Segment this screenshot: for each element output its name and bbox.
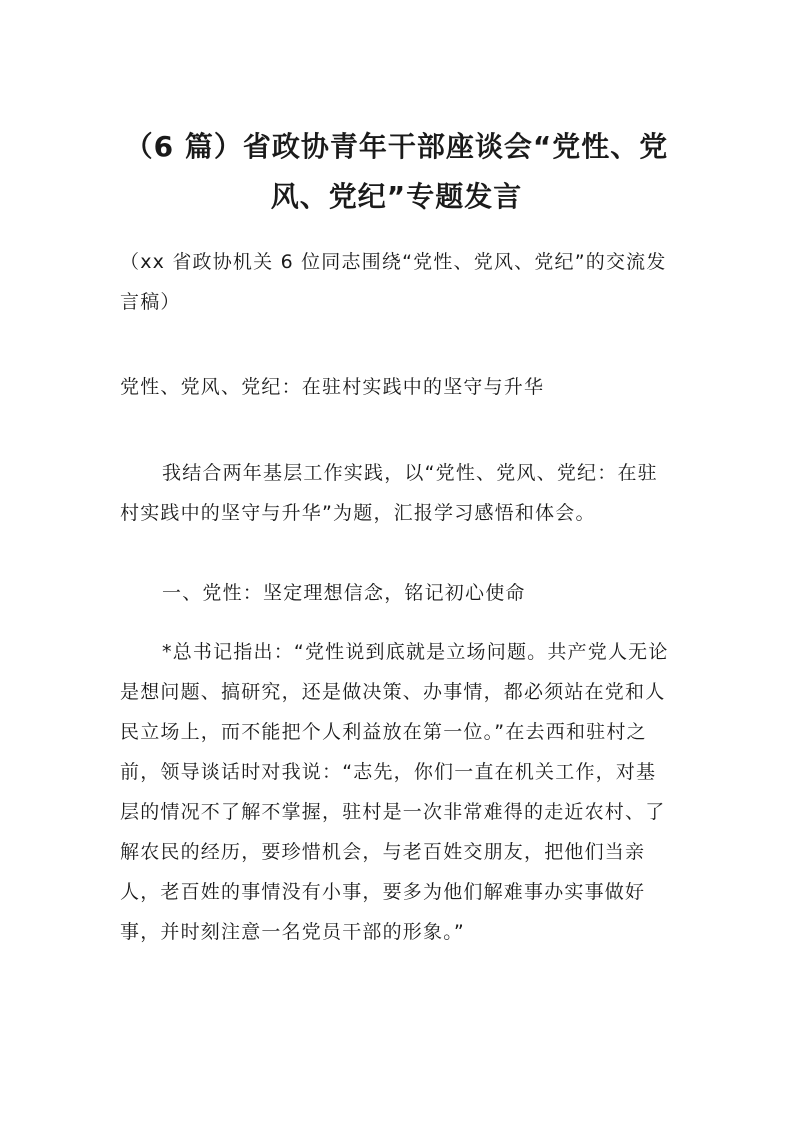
section-heading: 一、党性：坚定理想信念，铭记初心使命 bbox=[162, 582, 526, 604]
document-subtitle: （xx 省政协机关 6 位同志围绕“党性、党风、党纪”的交流发言稿） bbox=[120, 251, 667, 313]
document-title-line-1: （6 篇）省政协青年干部座谈会“党性、党 bbox=[124, 130, 669, 163]
intro-paragraph: 我结合两年基层工作实践，以“党性、党风、党纪：在驻村实践中的坚守与升华”为题，汇报学习感悟和体会。 bbox=[120, 462, 658, 524]
document-title bbox=[110, 122, 683, 222]
body-paragraph: *总书记指出：“党性说到底就是立场问题。共产党人无论是想问题、搞研究，还是做决策、办事情，都必须站在党和人民立场上，而不能把个人利益放在第一位。”在去西和驻村之前，领导谈话时对我说：“志先，你们一直在机关工作，对基层的情况不了解不掌握，驻村是一次非常难得的走近农村、了解农民的经历，要珍惜机会，与老百姓交朋友，把他们当亲人，老百姓的事情没有小事，要多为他们解难事办实事做好事，并时刻注意一名党员干部的形象。” bbox=[120, 641, 669, 943]
document-title-line-2: 风、党纪”专题发言 bbox=[270, 180, 523, 213]
speech-heading: 党性、党风、党纪：在驻村实践中的坚守与升华 bbox=[120, 376, 545, 398]
